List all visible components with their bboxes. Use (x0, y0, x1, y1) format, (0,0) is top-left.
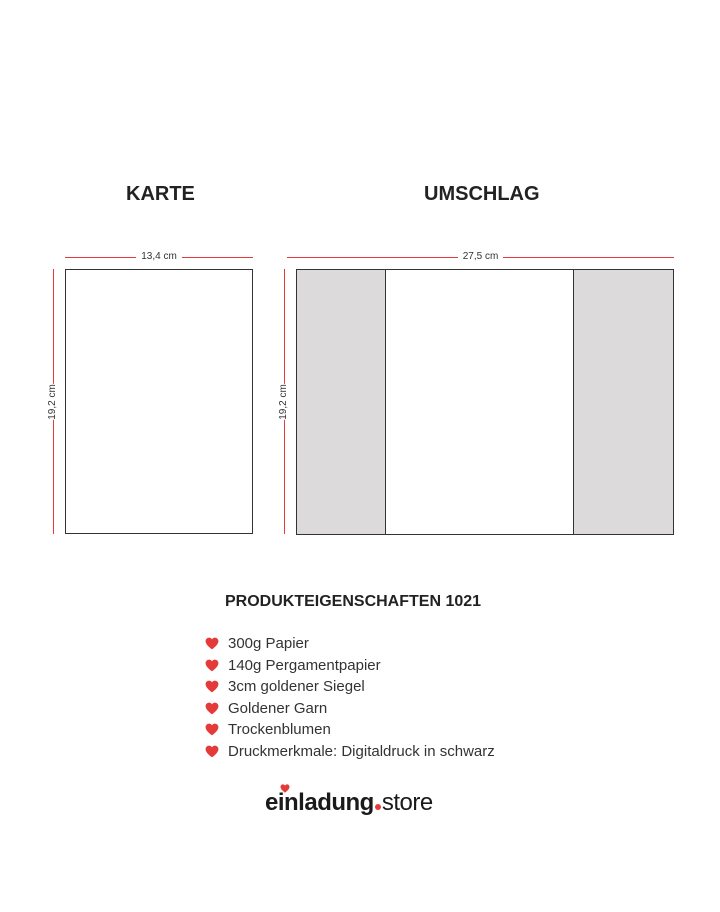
list-item (205, 633, 625, 655)
heart-icon (205, 659, 219, 672)
list-item (205, 676, 625, 698)
property-text: 300g Papier (228, 635, 309, 653)
heart-icon (205, 680, 219, 693)
property-text: Goldener Garn (228, 699, 328, 717)
list-item (205, 698, 625, 720)
heart-icon (205, 745, 219, 758)
list-item (205, 741, 625, 763)
umschlag-title: UMSCHLAG (424, 183, 540, 205)
umschlag-right-flap (573, 269, 674, 535)
umschlag-envelope (296, 269, 674, 535)
logo-tld: store (381, 789, 433, 816)
karte-title: KARTE (126, 183, 195, 205)
umschlag-left-flap (296, 269, 386, 535)
list-item (205, 719, 625, 741)
heart-icon (205, 637, 219, 650)
karte-height-label: 19,2 cm (43, 384, 63, 420)
property-text: 3cm goldener Siegel (228, 678, 365, 696)
property-text: Druckmerkmale: Digitaldruck in schwarz (228, 742, 495, 760)
properties-title: PRODUKTEIGENSCHAFTEN 1021 (225, 593, 482, 610)
karte-card (65, 269, 253, 534)
properties-list (205, 633, 625, 762)
heart-icon (205, 723, 219, 736)
property-text: 140g Pergamentpapier (228, 656, 381, 674)
umschlag-width-label: 27,5 cm (458, 251, 504, 263)
property-text: Trockenblumen (228, 721, 331, 739)
karte-width-label: 13,4 cm (136, 251, 182, 263)
umschlag-height-label: 19,2 cm (274, 384, 294, 420)
heart-icon (205, 702, 219, 715)
list-item (205, 655, 625, 677)
umschlag-center-panel (385, 269, 574, 535)
brand-logo (265, 784, 465, 824)
logo-dot (375, 804, 381, 810)
logo-name: einladung (265, 789, 374, 816)
